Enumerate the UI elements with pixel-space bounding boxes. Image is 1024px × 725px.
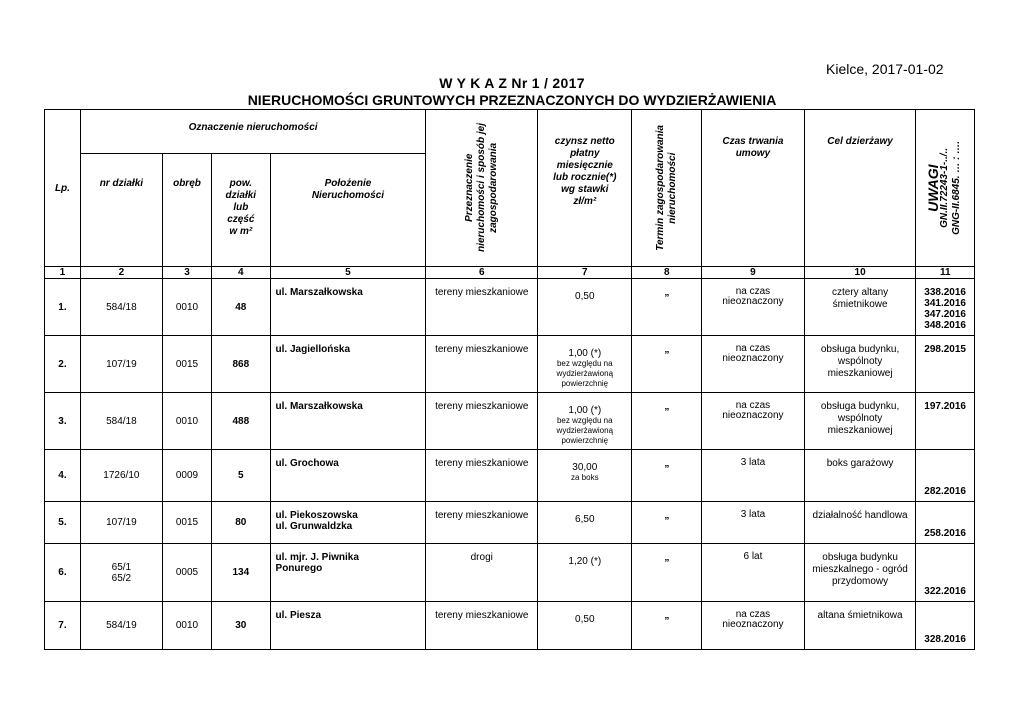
cell-duration: 6 lat bbox=[702, 544, 805, 602]
plot-number-line: 584/18 bbox=[106, 301, 137, 313]
cell-location bbox=[270, 393, 426, 450]
col-designation-header: Oznaczenie nieruchomości bbox=[80, 110, 426, 154]
cell-term: ” bbox=[632, 544, 702, 602]
cell-duration: 3 lata bbox=[702, 502, 805, 544]
cell-lp: 4. bbox=[45, 450, 81, 502]
plot-number-line: 65/2 bbox=[111, 572, 132, 584]
cell-area: 488 bbox=[212, 393, 270, 450]
cell-purpose: tereny mieszkaniowe bbox=[426, 393, 538, 450]
remark-line: 282.2016 bbox=[924, 486, 966, 497]
cell-term: ” bbox=[632, 336, 702, 393]
rent-value: 1,20 (*) bbox=[568, 556, 602, 567]
plot-number-line: 107/19 bbox=[106, 517, 137, 528]
cell-duration bbox=[702, 336, 805, 393]
remark-line: 322.2016 bbox=[924, 586, 966, 597]
cell-rent bbox=[538, 602, 632, 650]
cell-location bbox=[270, 279, 426, 336]
duration-line: nieoznaczony bbox=[722, 410, 784, 421]
remark-line: 298.2015 bbox=[924, 344, 966, 355]
cell-purpose: tereny mieszkaniowe bbox=[426, 602, 538, 650]
cell-area: 48 bbox=[212, 279, 270, 336]
cell-lp: 3. bbox=[45, 393, 81, 450]
table-row bbox=[45, 602, 975, 650]
remark-line: 258.2016 bbox=[924, 528, 966, 539]
cell-lp: 1. bbox=[45, 279, 81, 336]
cell-area: 868 bbox=[212, 336, 270, 393]
cell-remarks bbox=[916, 450, 975, 502]
cell-purpose: drogi bbox=[426, 544, 538, 602]
cell-purpose: tereny mieszkaniowe bbox=[426, 336, 538, 393]
cell-remarks bbox=[916, 602, 975, 650]
plot-number-line: 1726/10 bbox=[103, 470, 140, 481]
cell-remarks bbox=[916, 336, 975, 393]
plot-number-line: 584/18 bbox=[106, 415, 137, 427]
rent-value: 0,50 bbox=[575, 614, 595, 625]
remark-line: 348.2016 bbox=[924, 320, 966, 331]
cell-area: 80 bbox=[212, 502, 270, 544]
cell-precinct: 0009 bbox=[162, 450, 211, 502]
col-location-header: Położenie Nieruchomości bbox=[270, 154, 426, 267]
cell-lease-purpose: obsługa budynku, wspólnoty mieszkaniowej bbox=[804, 393, 916, 450]
cell-rent bbox=[538, 450, 632, 502]
rent-value: 1,00 (*) bbox=[568, 348, 602, 359]
remark-line: 328.2016 bbox=[924, 634, 966, 645]
cell-duration: 3 lata bbox=[702, 450, 805, 502]
cell-rent bbox=[538, 393, 632, 450]
col-lease-purpose-header: Cel dzierżawy bbox=[804, 110, 916, 267]
cell-lease-purpose: działalność handlowa bbox=[804, 502, 916, 544]
table-row bbox=[45, 544, 975, 602]
cell-lp: 6. bbox=[45, 544, 81, 602]
col-number: 4 bbox=[212, 267, 270, 279]
cell-precinct: 0015 bbox=[162, 502, 211, 544]
col-number: 5 bbox=[270, 267, 426, 279]
cell-precinct: 0005 bbox=[162, 544, 211, 602]
cell-plot-number bbox=[80, 336, 162, 393]
cell-rent bbox=[538, 502, 632, 544]
col-purpose-header: Przeznaczenie nieruchomości i sposób jej zagospodarowania bbox=[426, 110, 538, 267]
plot-number-line: 107/19 bbox=[106, 358, 137, 370]
col-remarks-header: UWAGI GN.II.72243-1-../.. GNG-II.6845. … : …. bbox=[916, 110, 975, 267]
duration-line: na czas bbox=[735, 343, 771, 354]
rent-value: 30,00 bbox=[572, 462, 598, 473]
location-line: ul. Marszałkowska bbox=[275, 401, 363, 412]
cell-precinct: 0010 bbox=[162, 279, 211, 336]
header-row-top bbox=[45, 110, 975, 154]
cell-lp: 5. bbox=[45, 502, 81, 544]
rent-value: 6,50 bbox=[575, 514, 595, 525]
duration-line: nieoznaczony bbox=[722, 353, 784, 364]
cell-duration bbox=[702, 393, 805, 450]
cell-plot-number bbox=[80, 393, 162, 450]
cell-purpose: tereny mieszkaniowe bbox=[426, 502, 538, 544]
cell-area: 134 bbox=[212, 544, 270, 602]
col-number: 6 bbox=[426, 267, 538, 279]
cell-plot-number bbox=[80, 502, 162, 544]
plot-number-line: 584/19 bbox=[106, 620, 137, 631]
cell-lease-purpose: cztery altany śmietnikowe bbox=[804, 279, 916, 336]
document-subtitle: NIERUCHOMOŚCI GRUNTOWYCH PRZEZNACZONYCH DO WYDZIERŻAWIENIA bbox=[247, 92, 777, 108]
duration-line: nieoznaczony bbox=[722, 619, 784, 630]
col-term-header: Termin zagospodarowania nieruchomości bbox=[632, 110, 702, 267]
remark-line: 338.2016 bbox=[924, 287, 966, 298]
cell-lease-purpose: altana śmietnikowa bbox=[804, 602, 916, 650]
cell-rent bbox=[538, 279, 632, 336]
duration-line: nieoznaczony bbox=[722, 296, 784, 307]
col-number: 1 bbox=[45, 267, 81, 279]
col-number: 11 bbox=[916, 267, 975, 279]
cell-term: ” bbox=[632, 502, 702, 544]
cell-location bbox=[270, 450, 426, 502]
rent-note: za boks bbox=[571, 473, 599, 482]
cell-rent bbox=[538, 336, 632, 393]
cell-remarks bbox=[916, 544, 975, 602]
col-lp-header: Lp. bbox=[45, 110, 81, 267]
cell-term: ” bbox=[632, 450, 702, 502]
cell-term: ” bbox=[632, 602, 702, 650]
table-body bbox=[45, 279, 975, 650]
location-line: ul. Grochowa bbox=[275, 458, 339, 469]
location-line: Ponurego bbox=[275, 563, 323, 574]
table-row bbox=[45, 336, 975, 393]
cell-purpose: tereny mieszkaniowe bbox=[426, 450, 538, 502]
cell-lease-purpose: boks garażowy bbox=[804, 450, 916, 502]
cell-lp: 7. bbox=[45, 602, 81, 650]
cell-location bbox=[270, 502, 426, 544]
cell-area: 5 bbox=[212, 450, 270, 502]
cell-duration bbox=[702, 602, 805, 650]
col-number: 7 bbox=[538, 267, 632, 279]
cell-lp: 2. bbox=[45, 336, 81, 393]
remark-line: 197.2016 bbox=[924, 401, 966, 412]
cell-precinct: 0010 bbox=[162, 602, 211, 650]
remarks-title: UWAGI bbox=[925, 163, 942, 212]
cell-remarks bbox=[916, 502, 975, 544]
location-line: ul. Grunwaldzka bbox=[275, 521, 353, 532]
cell-area: 30 bbox=[212, 602, 270, 650]
cell-plot-number bbox=[80, 279, 162, 336]
cell-plot-number bbox=[80, 450, 162, 502]
table-row bbox=[45, 502, 975, 544]
duration-line: na czas bbox=[735, 286, 771, 297]
cell-location bbox=[270, 336, 426, 393]
rent-note: bez względu na wydzierżawioną powierzchnię bbox=[556, 359, 614, 388]
cell-location bbox=[270, 602, 426, 650]
duration-line: na czas bbox=[735, 400, 771, 411]
cell-lease-purpose: obsługa budynku mieszkalnego - ogród przydomowy bbox=[804, 544, 916, 602]
col-duration-header: Czas trwania umowy bbox=[702, 110, 805, 267]
cell-plot-number bbox=[80, 544, 162, 602]
cell-plot-number bbox=[80, 602, 162, 650]
col-number: 8 bbox=[632, 267, 702, 279]
rent-note: bez względu na wydzierżawioną powierzchnię bbox=[556, 416, 614, 445]
place-date: Kielce, 2017-01-02 bbox=[826, 61, 944, 77]
cell-term: ” bbox=[632, 279, 702, 336]
location-line: ul. Piekoszowska bbox=[275, 510, 358, 521]
table-row bbox=[45, 393, 975, 450]
cell-precinct: 0015 bbox=[162, 336, 211, 393]
col-number: 9 bbox=[702, 267, 805, 279]
col-number: 10 bbox=[804, 267, 916, 279]
col-number: 2 bbox=[80, 267, 162, 279]
cell-purpose: tereny mieszkaniowe bbox=[426, 279, 538, 336]
location-line: ul. Piesza bbox=[275, 610, 322, 621]
rent-value: 1,00 (*) bbox=[568, 405, 602, 416]
duration-line: na czas bbox=[735, 609, 771, 620]
table-row bbox=[45, 279, 975, 336]
rent-value: 0,50 bbox=[575, 291, 595, 302]
cell-precinct: 0010 bbox=[162, 393, 211, 450]
cell-lease-purpose: obsługa budynku, wspólnoty mieszkaniowej bbox=[804, 336, 916, 393]
column-number-row bbox=[45, 267, 975, 279]
location-line: ul. mjr. J. Piwnika bbox=[275, 552, 359, 563]
location-line: ul. Jagiellońska bbox=[275, 344, 351, 355]
col-precinct-header: obręb bbox=[162, 154, 211, 267]
plot-number-line: 65/1 bbox=[111, 561, 132, 573]
cell-remarks bbox=[916, 393, 975, 450]
document-title: W Y K A Z Nr 1 / 2017 bbox=[439, 75, 585, 91]
cell-location bbox=[270, 544, 426, 602]
cell-rent bbox=[538, 544, 632, 602]
cell-term: ” bbox=[632, 393, 702, 450]
col-rent-header: czynsz netto płatny miesięcznie lub rocznie(*) wg stawki zł/m² bbox=[538, 110, 632, 267]
remark-line: 341.2016 bbox=[924, 298, 966, 309]
cell-remarks bbox=[916, 279, 975, 336]
col-area-header: pow. działki lub część w m² bbox=[212, 154, 270, 267]
location-line: ul. Marszałkowska bbox=[275, 287, 363, 298]
table-row bbox=[45, 450, 975, 502]
remark-line: 347.2016 bbox=[924, 309, 966, 320]
col-plot-header: nr działki bbox=[80, 154, 162, 267]
property-table bbox=[44, 109, 975, 650]
col-number: 3 bbox=[162, 267, 211, 279]
cell-duration bbox=[702, 279, 805, 336]
